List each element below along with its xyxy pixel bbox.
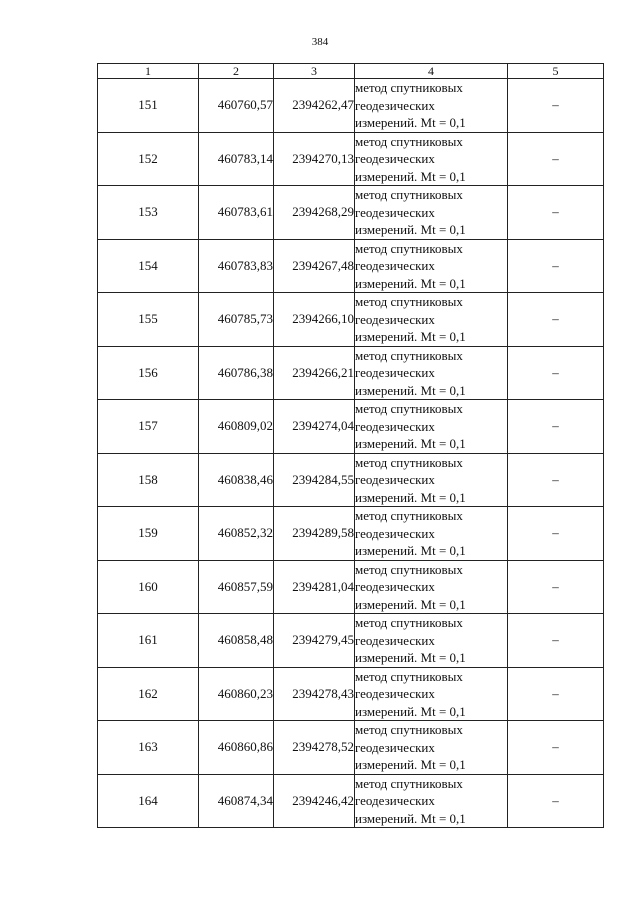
point-number: 160 xyxy=(98,560,199,614)
x-coordinate: 460783,61 xyxy=(199,186,274,240)
x-coordinate: 460857,59 xyxy=(199,560,274,614)
method-line: метод спутниковых xyxy=(355,187,463,202)
table-row xyxy=(98,400,604,454)
table-row xyxy=(98,453,604,507)
note-dash: – xyxy=(508,346,604,400)
note-dash: – xyxy=(508,79,604,133)
method-description xyxy=(355,293,508,347)
table-row xyxy=(98,614,604,668)
table-row xyxy=(98,239,604,293)
method-line: метод спутниковых xyxy=(355,561,463,577)
table-row xyxy=(98,79,604,133)
method-description xyxy=(355,721,508,775)
point-number: 151 xyxy=(98,79,199,133)
y-coordinate: 2394262,47 xyxy=(274,79,355,133)
x-coordinate: 460783,83 xyxy=(199,239,274,293)
method-line: геодезических xyxy=(355,258,435,273)
method-line: метод спутниковых xyxy=(355,347,463,363)
method-line: метод спутниковых xyxy=(355,454,463,470)
point-number: 154 xyxy=(98,239,199,293)
method-line: измерений. Mt = 0,1 xyxy=(355,489,466,505)
y-coordinate: 2394266,21 xyxy=(274,346,355,400)
method-line: геодезических xyxy=(355,739,435,755)
note-dash: – xyxy=(508,721,604,775)
header-col-1: 1 xyxy=(98,64,199,79)
method-description xyxy=(355,774,508,828)
header-col-3: 3 xyxy=(274,64,355,79)
note-dash: – xyxy=(508,186,604,240)
method-description xyxy=(355,560,508,614)
note-dash: – xyxy=(508,507,604,561)
table-row xyxy=(98,774,604,828)
x-coordinate: 460785,73 xyxy=(199,293,274,347)
page-number: 384 xyxy=(311,36,329,48)
x-coordinate: 460783,14 xyxy=(199,132,274,186)
method-line: измерений. Mt = 0,1 xyxy=(355,650,466,665)
method-description xyxy=(355,400,508,454)
method-line: геодезических xyxy=(355,204,435,220)
x-coordinate: 460852,32 xyxy=(199,507,274,561)
method-line: метод спутниковых xyxy=(355,668,463,684)
method-description xyxy=(355,614,508,668)
y-coordinate: 2394267,48 xyxy=(274,239,355,293)
method-line: измерений. Mt = 0,1 xyxy=(355,436,466,451)
method-line: измерений. Mt = 0,1 xyxy=(355,596,466,612)
x-coordinate: 460760,57 xyxy=(199,79,274,133)
method-line: геодезических xyxy=(355,632,435,648)
y-coordinate: 2394281,04 xyxy=(274,560,355,614)
x-coordinate: 460874,34 xyxy=(199,774,274,828)
y-coordinate: 2394270,13 xyxy=(274,132,355,186)
method-line: метод спутниковых xyxy=(355,775,463,791)
point-number: 161 xyxy=(98,614,199,668)
x-coordinate: 460809,02 xyxy=(199,400,274,454)
method-line: метод спутниковых xyxy=(355,294,463,309)
x-coordinate: 460858,48 xyxy=(199,614,274,668)
method-line: геодезических xyxy=(355,686,435,701)
note-dash: – xyxy=(508,667,604,721)
method-line: метод спутниковых xyxy=(355,508,463,523)
note-dash: – xyxy=(508,560,604,614)
header-col-4: 4 xyxy=(355,64,508,79)
method-line: геодезических xyxy=(355,151,435,166)
method-description xyxy=(355,239,508,293)
x-coordinate: 460838,46 xyxy=(199,453,274,507)
method-line: измерений. Mt = 0,1 xyxy=(355,222,466,237)
method-line: измерений. Mt = 0,1 xyxy=(355,168,466,184)
point-number: 156 xyxy=(98,346,199,400)
method-line: геодезических xyxy=(355,525,435,541)
method-line: геодезических xyxy=(355,311,435,327)
y-coordinate: 2394246,42 xyxy=(274,774,355,828)
y-coordinate: 2394268,29 xyxy=(274,186,355,240)
note-dash: – xyxy=(508,239,604,293)
table-row xyxy=(98,667,604,721)
method-description xyxy=(355,346,508,400)
table-row xyxy=(98,721,604,775)
method-line: геодезических xyxy=(355,97,435,113)
y-coordinate: 2394289,58 xyxy=(274,507,355,561)
method-line: измерений. Mt = 0,1 xyxy=(355,757,466,772)
x-coordinate: 460786,38 xyxy=(199,346,274,400)
point-number: 159 xyxy=(98,507,199,561)
method-line: метод спутниковых xyxy=(355,722,463,737)
method-line: геодезических xyxy=(355,579,435,594)
method-line: геодезических xyxy=(355,418,435,434)
point-number: 153 xyxy=(98,186,199,240)
method-line: геодезических xyxy=(355,472,435,487)
point-number: 164 xyxy=(98,774,199,828)
method-line: измерений. Mt = 0,1 xyxy=(355,382,466,398)
method-line: измерений. Mt = 0,1 xyxy=(355,115,466,130)
method-line: метод спутниковых xyxy=(355,133,463,149)
point-number: 155 xyxy=(98,293,199,347)
x-coordinate: 460860,86 xyxy=(199,721,274,775)
note-dash: – xyxy=(508,774,604,828)
y-coordinate: 2394278,52 xyxy=(274,721,355,775)
header-col-2: 2 xyxy=(199,64,274,79)
note-dash: – xyxy=(508,293,604,347)
method-line: измерений. Mt = 0,1 xyxy=(355,275,466,291)
method-line: геодезических xyxy=(355,365,435,380)
point-number: 163 xyxy=(98,721,199,775)
table-row xyxy=(98,507,604,561)
table-row xyxy=(98,132,604,186)
note-dash: – xyxy=(508,614,604,668)
method-line: метод спутниковых xyxy=(355,80,463,95)
point-number: 157 xyxy=(98,400,199,454)
method-line: метод спутниковых xyxy=(355,615,463,630)
method-line: метод спутниковых xyxy=(355,401,463,416)
method-line: геодезических xyxy=(355,793,435,808)
note-dash: – xyxy=(508,132,604,186)
method-description xyxy=(355,667,508,721)
point-number: 152 xyxy=(98,132,199,186)
coordinates-table xyxy=(97,63,604,828)
table-row xyxy=(98,186,604,240)
y-coordinate: 2394279,45 xyxy=(274,614,355,668)
y-coordinate: 2394284,55 xyxy=(274,453,355,507)
note-dash: – xyxy=(508,453,604,507)
table-row xyxy=(98,560,604,614)
method-description xyxy=(355,186,508,240)
point-number: 158 xyxy=(98,453,199,507)
x-coordinate: 460860,23 xyxy=(199,667,274,721)
method-line: измерений. Mt = 0,1 xyxy=(355,543,466,558)
method-description xyxy=(355,132,508,186)
table-header-row xyxy=(98,64,604,79)
method-description xyxy=(355,79,508,133)
table-row xyxy=(98,346,604,400)
method-line: измерений. Mt = 0,1 xyxy=(355,703,466,719)
method-description xyxy=(355,507,508,561)
table-row xyxy=(98,293,604,347)
method-description xyxy=(355,453,508,507)
method-line: метод спутниковых xyxy=(355,240,463,256)
header-col-5: 5 xyxy=(508,64,604,79)
method-line: измерений. Mt = 0,1 xyxy=(355,810,466,826)
y-coordinate: 2394274,04 xyxy=(274,400,355,454)
y-coordinate: 2394278,43 xyxy=(274,667,355,721)
method-line: измерений. Mt = 0,1 xyxy=(355,329,466,344)
y-coordinate: 2394266,10 xyxy=(274,293,355,347)
point-number: 162 xyxy=(98,667,199,721)
note-dash: – xyxy=(508,400,604,454)
